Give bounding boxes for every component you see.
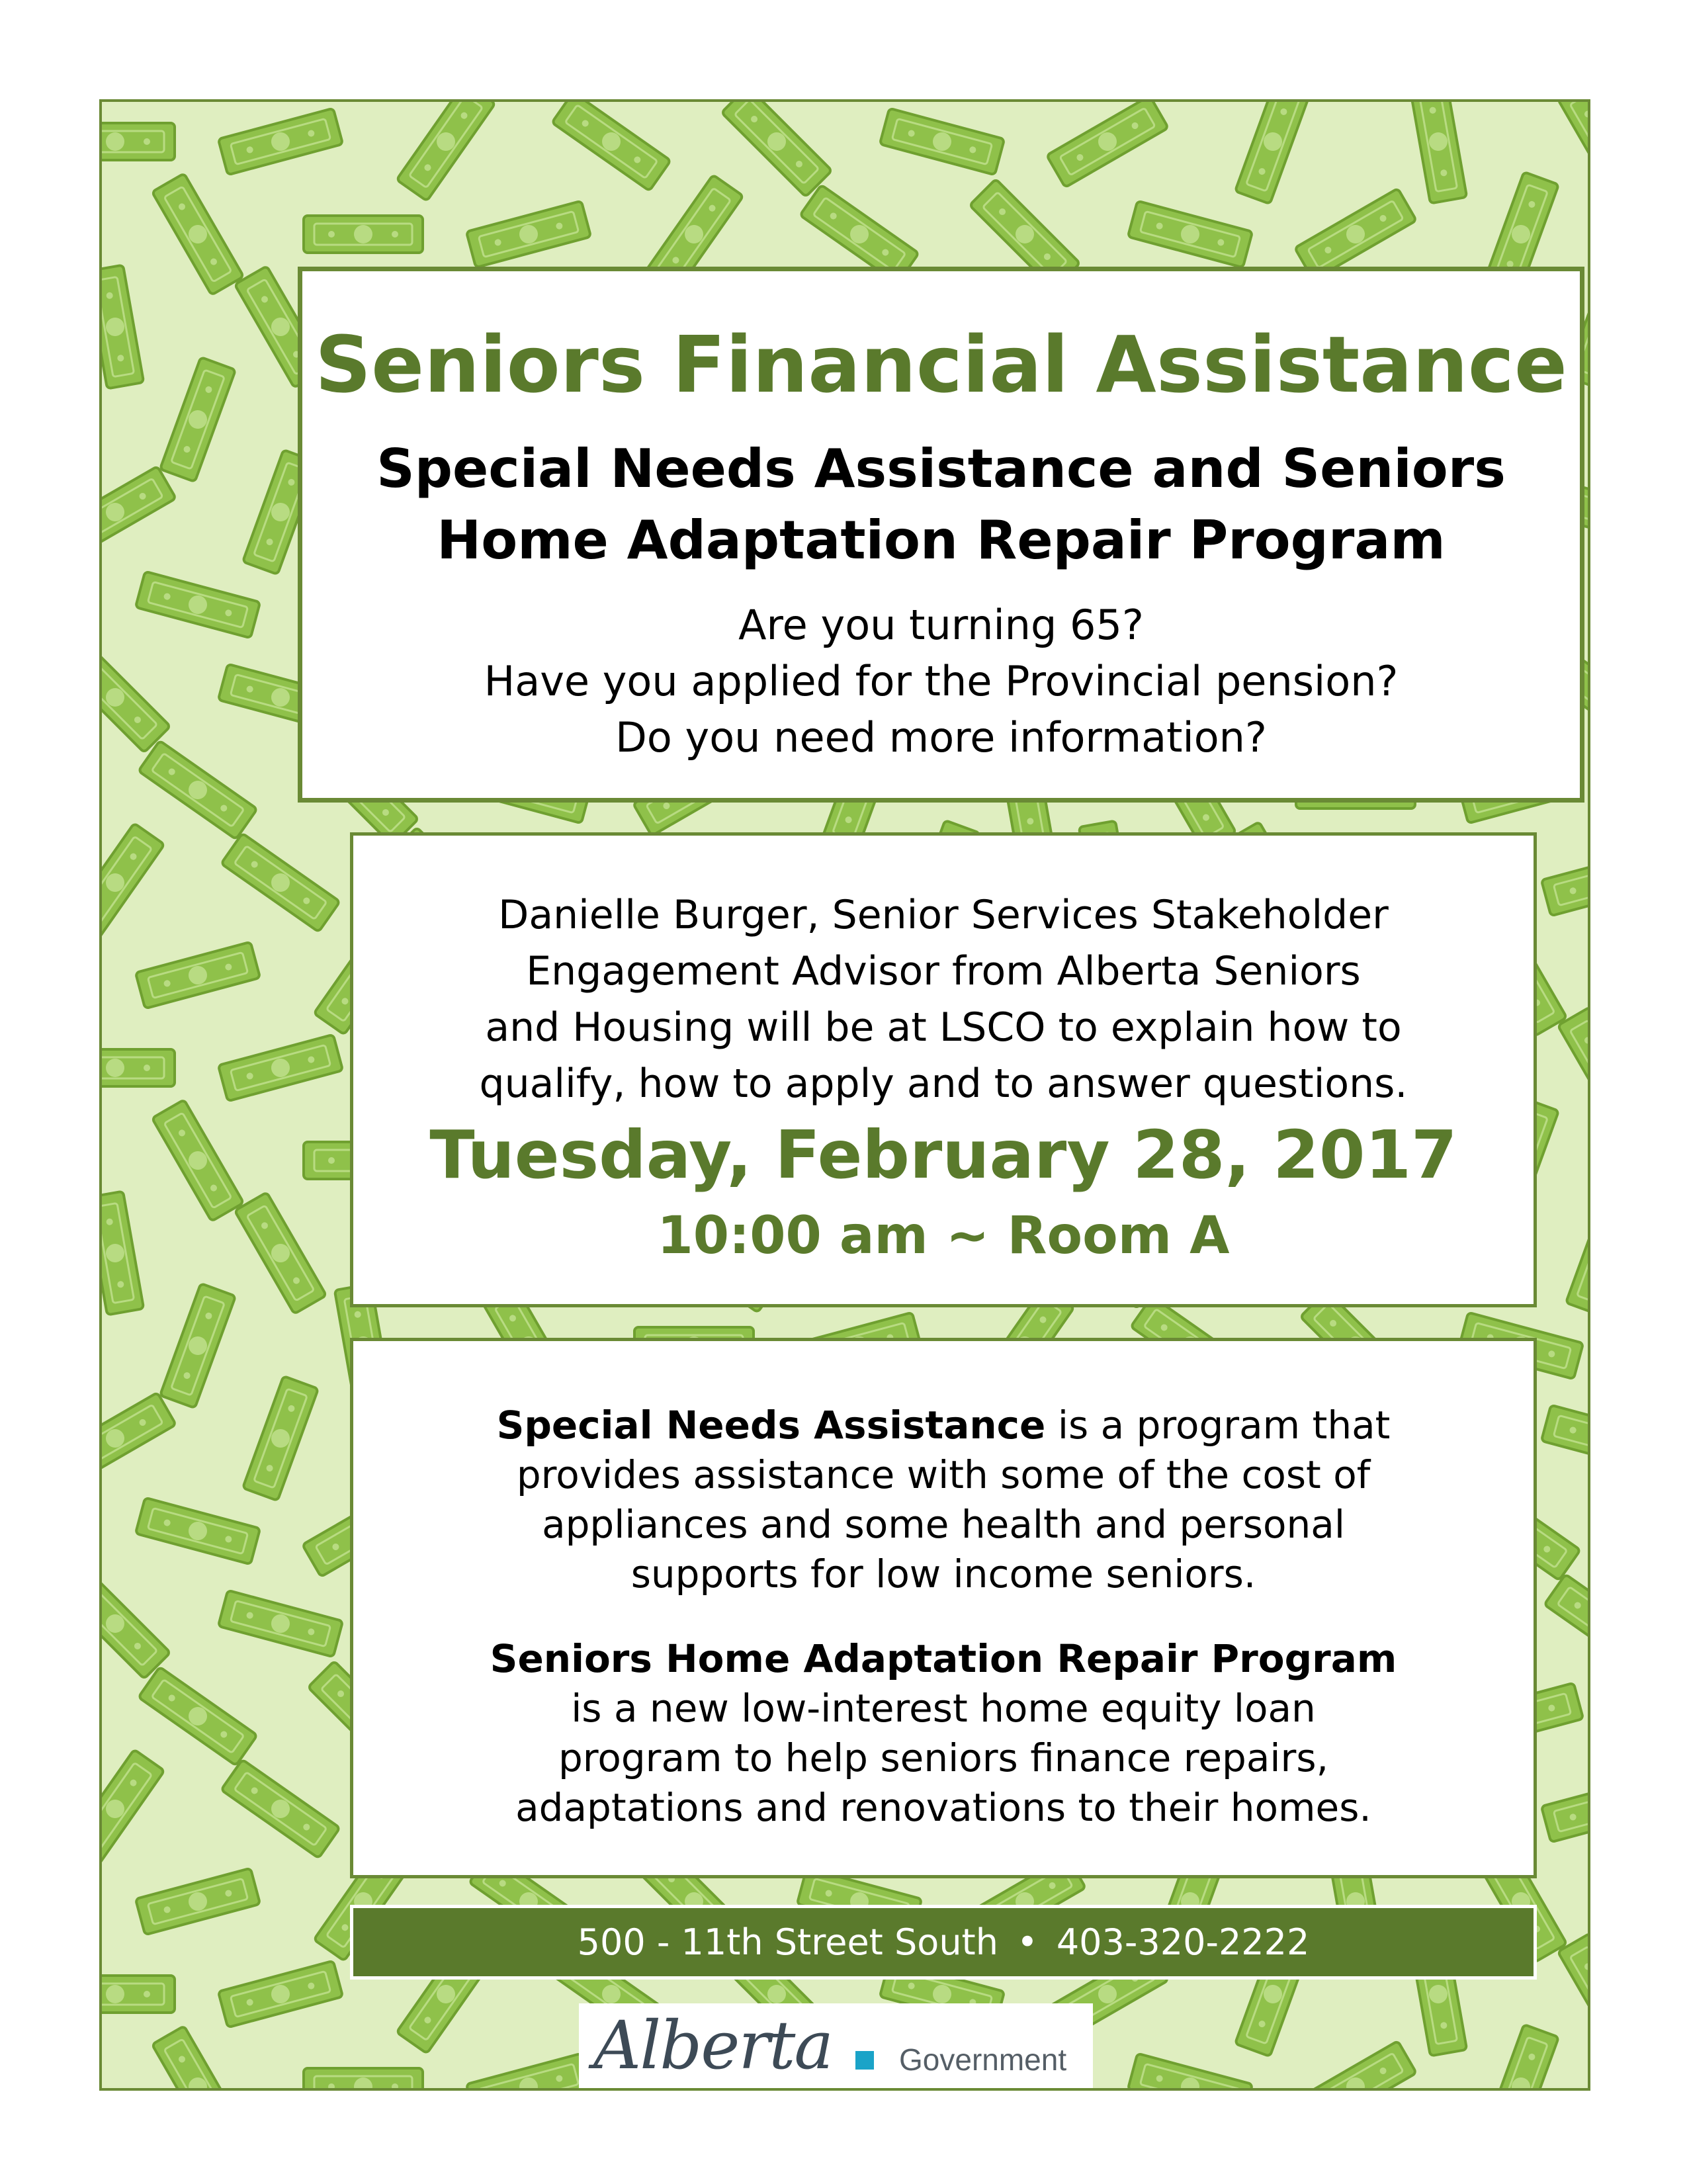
- dollar-bill-icon: [1128, 201, 1252, 268]
- dollar-bill-icon: [102, 642, 170, 753]
- dollar-bill-icon: [722, 102, 832, 197]
- dollar-bill-icon: [1544, 1574, 1588, 1673]
- dollar-bill-icon: [136, 572, 260, 638]
- dollar-bill-icon: [1410, 102, 1467, 203]
- sna-name: Special Needs Assistance: [496, 1403, 1046, 1448]
- dollar-bill-icon: [1558, 1007, 1588, 1129]
- dollar-bill-icon: [136, 1498, 260, 1565]
- dollar-bill-icon: [102, 1049, 175, 1086]
- event-panel: [350, 832, 1537, 1307]
- dollar-bill-icon: [1541, 850, 1588, 916]
- sna-desc-line: supports for low income seniors.: [630, 1551, 1256, 1596]
- dollar-bill-icon: [304, 216, 423, 253]
- dollar-bill-icon: [466, 2054, 591, 2088]
- phone-number: 403-320-2222: [1056, 1921, 1310, 1963]
- dollar-bill-icon: [221, 1759, 340, 1858]
- dollar-bill-icon: [466, 201, 591, 268]
- dollar-bill-icon: [235, 1192, 326, 1314]
- contact-bar: [350, 1905, 1537, 1980]
- dollar-bill-icon: [218, 1591, 343, 1657]
- sna-first-line: [433, 1401, 1454, 1450]
- dollar-bill-icon: [102, 123, 175, 160]
- dollar-bill-icon: [1128, 2054, 1252, 2088]
- dollar-bill-icon: [102, 265, 144, 389]
- event-date: Tuesday, February 28, 2017: [429, 1116, 1457, 1194]
- shar-desc-line: program to help seniors finance repairs,: [558, 1735, 1329, 1780]
- event-intro: [353, 887, 1534, 1112]
- bullet-separator: •: [1016, 1921, 1038, 1963]
- alberta-wordmark: Alberta: [593, 2007, 832, 2084]
- dollar-bill-icon: [1235, 102, 1311, 204]
- intro-line: and Housing will be at LSCO to explain how to: [485, 1004, 1402, 1051]
- dollar-bill-icon: [102, 466, 176, 558]
- dollar-bill-icon: [880, 109, 1004, 175]
- dollar-bill-icon: [1566, 1191, 1588, 1315]
- intro-line: Engagement Advisor from Alberta Seniors: [526, 948, 1361, 994]
- dollar-bill-icon: [218, 109, 343, 175]
- dollar-bill-icon: [243, 1376, 318, 1501]
- alberta-government-logo: [579, 2003, 1093, 2091]
- shar-description: [433, 1634, 1454, 1833]
- dollar-bill-icon: [102, 1569, 170, 1679]
- question-line: Have you applied for the Provincial pension?: [484, 657, 1399, 705]
- dollar-bill-icon: [552, 102, 671, 191]
- header-panel: [298, 267, 1584, 803]
- shar-desc-line: is a new low-interest home equity loan: [571, 1686, 1316, 1731]
- sna-desc-start: is a program that: [1045, 1403, 1391, 1448]
- address: 500 - 11th Street South: [577, 1921, 998, 1963]
- question-line: Are you turning 65?: [738, 601, 1144, 649]
- dollar-bill-icon: [1558, 102, 1588, 202]
- dollar-bill-icon: [138, 1667, 257, 1765]
- dollar-bill-icon: [1558, 1933, 1588, 2055]
- subtitle-line: Special Needs Assistance and Seniors: [376, 438, 1506, 500]
- dollar-bill-icon: [136, 942, 260, 1009]
- event-time-room: 10:00 am ~ Room A: [657, 1206, 1230, 1266]
- dollar-bill-icon: [218, 1961, 343, 2028]
- dollar-bill-icon: [1295, 2041, 1416, 2088]
- dollar-bill-icon: [102, 1192, 144, 1315]
- shar-desc-line: adaptations and renovations to their homes.: [515, 1785, 1371, 1830]
- question-list: [302, 597, 1580, 765]
- flyer-frame: [99, 99, 1590, 2091]
- subtitle-line: Home Adaptation Repair Program: [437, 509, 1446, 571]
- dollar-bill-icon: [218, 1035, 343, 1102]
- dollar-bill-icon: [102, 1393, 176, 1484]
- dollar-bill-icon: [221, 833, 340, 932]
- dollar-bill-icon: [152, 2026, 243, 2088]
- dollar-bill-icon: [396, 102, 495, 201]
- dollar-bill-icon: [102, 823, 165, 942]
- dollar-bill-icon: [1047, 102, 1168, 187]
- government-label: Government: [899, 2042, 1067, 2077]
- shar-name: Seniors Home Adaptation Repair Program: [490, 1636, 1397, 1681]
- intro-line: Danielle Burger, Senior Services Stakeholder: [498, 892, 1389, 938]
- sna-desc-line: provides assistance with some of the cost of: [516, 1452, 1371, 1497]
- dollar-bill-icon: [1483, 2025, 1559, 2088]
- sna-desc-line: appliances and some health and personal: [542, 1502, 1345, 1547]
- intro-line: qualify, how to apply and to answer questions.: [479, 1061, 1408, 1107]
- dollar-bill-icon: [304, 2068, 423, 2088]
- dollar-bill-icon: [152, 1100, 243, 1221]
- sna-description: [433, 1401, 1454, 1599]
- dollar-bill-icon: [160, 357, 236, 482]
- logo-square-icon: [855, 2051, 874, 2070]
- question-line: Do you need more information?: [615, 713, 1267, 762]
- dollar-bill-icon: [1541, 1776, 1588, 1843]
- dollar-bill-icon: [152, 173, 243, 295]
- dollar-bill-icon: [160, 1284, 236, 1408]
- dollar-bill-icon: [102, 1976, 175, 2013]
- programs-panel: [350, 1338, 1537, 1878]
- dollar-bill-icon: [102, 1749, 165, 1868]
- program-subtitle: [302, 433, 1580, 576]
- dollar-bill-icon: [136, 1868, 260, 1935]
- dollar-bill-icon: [1541, 1405, 1588, 1472]
- page-title: Seniors Financial Assistance: [315, 319, 1567, 410]
- dollar-bill-icon: [138, 740, 257, 839]
